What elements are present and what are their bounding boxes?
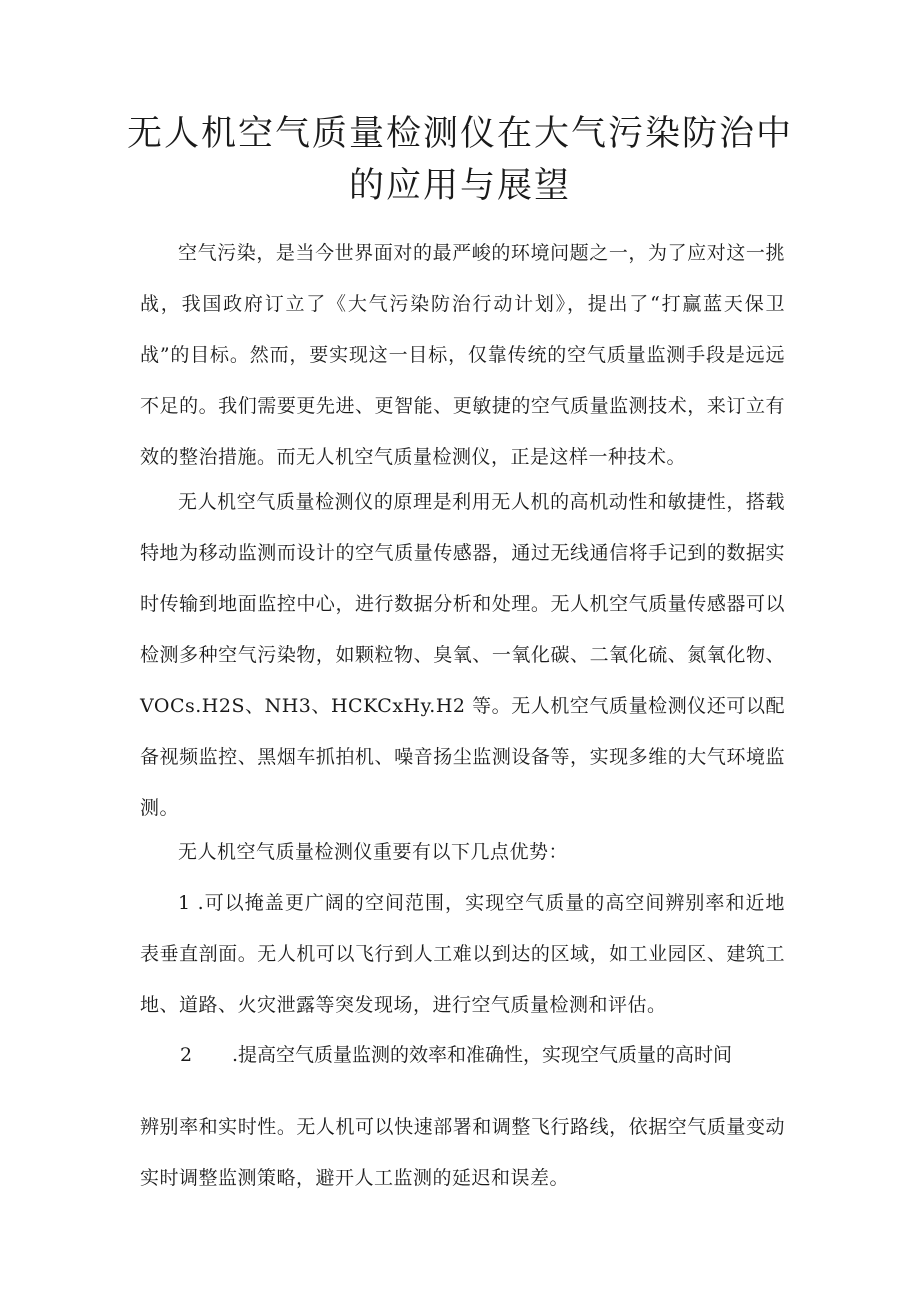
list-item-2-first-line: .提高空气质量监测的效率和准确性，实现空气质量的高时间 xyxy=(232,1044,733,1066)
paragraph-principle: 无人机空气质量检测仪的原理是利用无人机的高机动性和敏捷性，搭载特地为移动监测而设计的空气质量传感器，通过无线通信将手记到的数据实时传输到地面监控中心，进行数据分析和处理。无人机空气质量传感器可以检测多种空气污染物，如颗粒物、臭氧、一氧化碳、二氧化硫、氮氧化物、VOCs.H2S、NH3、HCKCxHy.H2 等。无人机空气质量检测仪还可以配备视频监控、黑烟车抓拍机、噪音扬尘监测设备等，实现多维的大气环境监测。 xyxy=(140,491,785,819)
list-item-2-number: 2 xyxy=(180,1044,193,1066)
document-title xyxy=(100,108,820,212)
paragraph-advantages-heading: 无人机空气质量检测仪重要有以下几点优势： xyxy=(178,841,569,863)
list-item-2-continuation: 辨别率和实时性。无人机可以快速部署和调整飞行路线，依据空气质量变动实时调整监测策略，避开人工监测的延迟和误差。 xyxy=(140,1116,785,1189)
title-line-1: 无人机空气质量检测仪在大气污染防治中 xyxy=(126,114,793,154)
title-line-2: 的应用与展望 xyxy=(348,166,571,206)
paragraph-intro: 空气污染，是当今世界面对的最严峻的环境问题之一，为了应对这一挑战，我国政府订立了《大气污染防治行动计划》，提出了“打赢蓝天保卫战”的目标。然而，要实现这一目标，仅靠传统的空气质量监测手段是远远不足的。我们需要更先进、更智能、更敏捷的空气质量监测技术，来订立有效的整治措施。而无人机空气质量检测仪，正是这样一种技术。 xyxy=(140,242,785,468)
list-item-1: 1 .可以掩盖更广阔的空间范围，实现空气质量的高空间辨别率和近地表垂直剖面。无人机可以飞行到人工难以到达的区域，如工业园区、建筑工地、道路、火灾泄露等突发现场，进行空气质量检测和评估。 xyxy=(140,892,785,1016)
